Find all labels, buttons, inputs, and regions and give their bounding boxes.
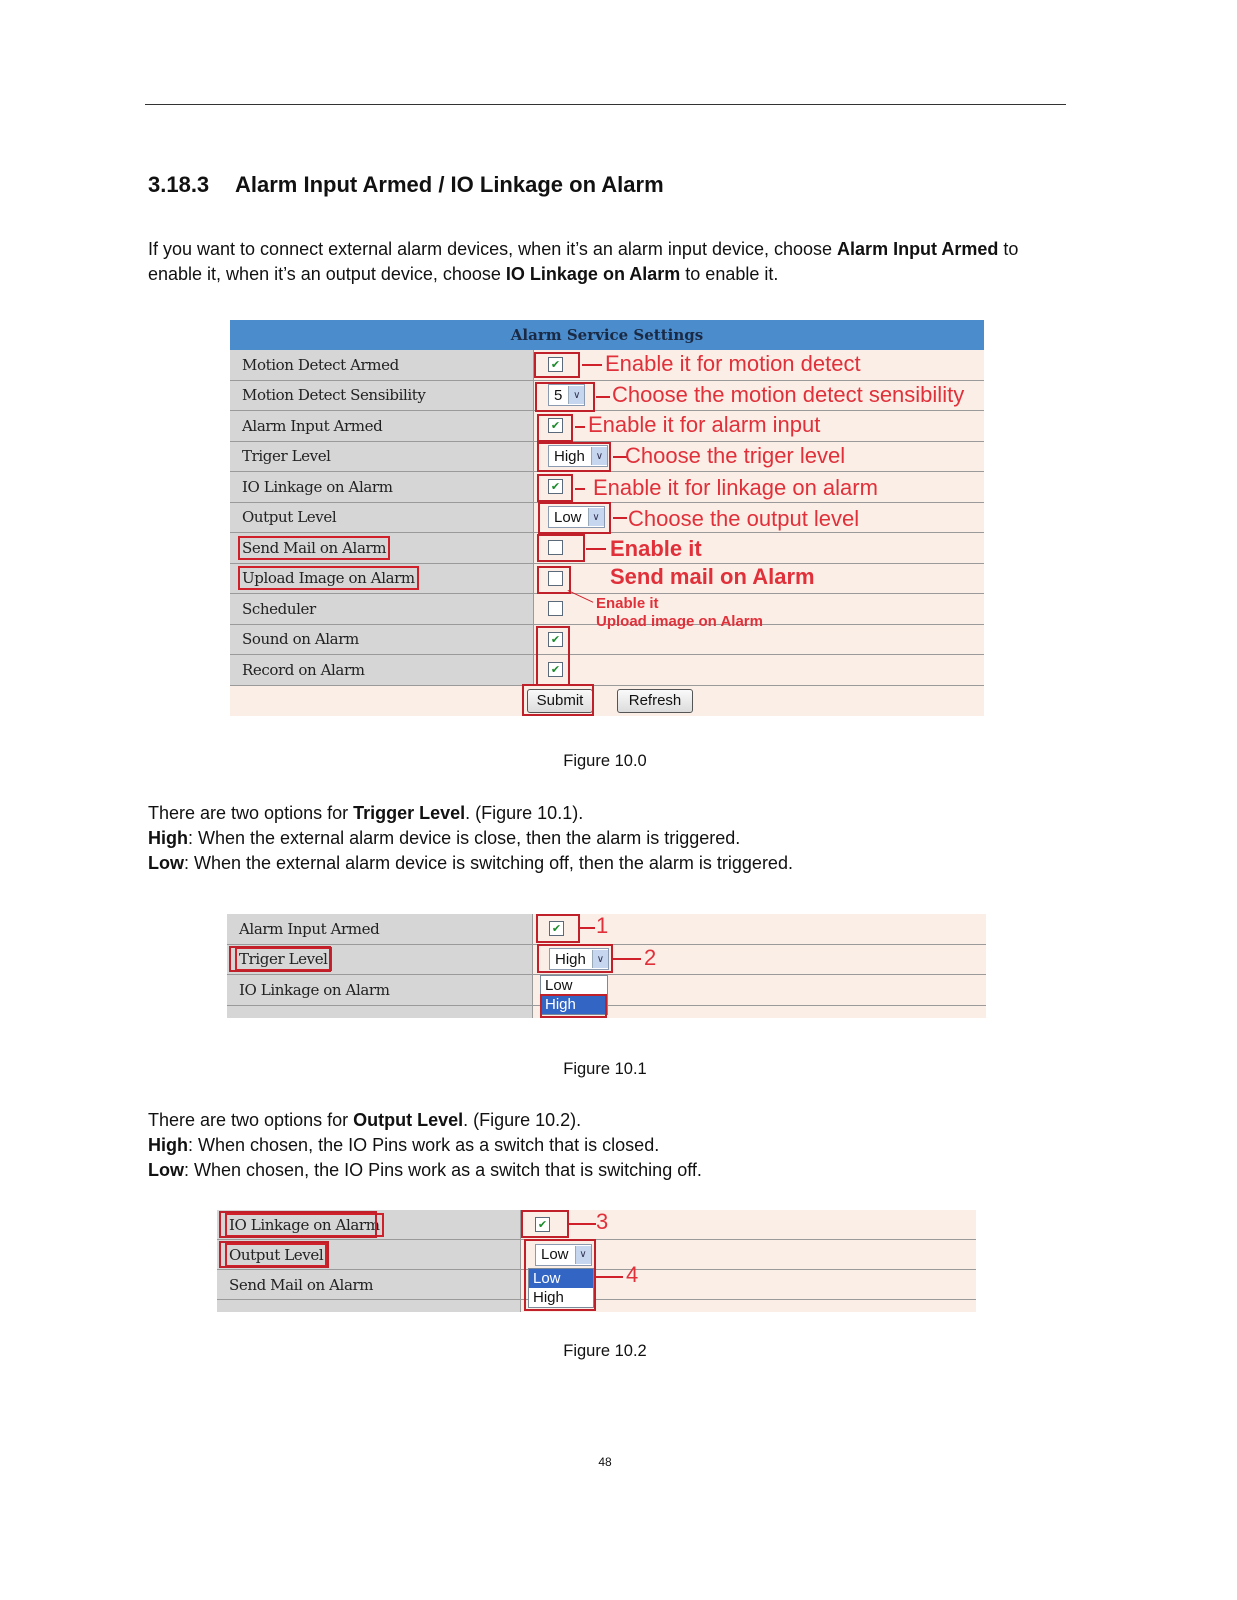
highlight-box — [534, 352, 580, 378]
trigger-line-1 — [148, 801, 583, 826]
callout-line — [569, 1223, 596, 1225]
row-label-text: Upload Image on Alarm — [242, 569, 415, 588]
chevron-down-icon: ∨ — [575, 1246, 591, 1264]
row-label — [230, 564, 534, 594]
checkbox[interactable] — [548, 601, 563, 616]
text: : When chosen, the IO Pins work as a switch that is closed. — [188, 1135, 660, 1155]
highlight-box — [537, 566, 571, 594]
annotation-text: Enable it for motion detect — [605, 351, 861, 376]
checkbox[interactable]: ✔ — [549, 921, 564, 936]
checkbox[interactable]: ✔ — [548, 662, 563, 677]
row-label-text: Motion Detect Sensibility — [242, 386, 426, 405]
bold-term: High — [148, 828, 188, 848]
submit-button[interactable]: Submit — [527, 689, 593, 713]
row-label-text: Send Mail on Alarm — [242, 538, 387, 557]
annotation-text: 3 — [596, 1210, 609, 1234]
chevron-down-icon: ∨ — [591, 447, 607, 465]
row-control — [548, 594, 563, 624]
bold-term: Low — [148, 853, 184, 873]
trigger-level-figure — [227, 914, 986, 1018]
settings-row — [230, 655, 984, 686]
chevron-down-icon: ∨ — [568, 386, 584, 404]
dropdown-option[interactable]: High — [533, 1289, 564, 1306]
text: : When the external alarm device is switching off, then the alarm is triggered. — [184, 853, 793, 873]
settings-row — [217, 1240, 976, 1270]
bold-term: Alarm Input Armed — [837, 239, 999, 259]
text: . (Figure 10.1). — [465, 803, 584, 823]
row-label-text: Send Mail on Alarm — [229, 1275, 374, 1294]
row-label — [217, 1300, 521, 1312]
figure-caption: Figure 10.2 — [563, 1342, 647, 1360]
annotation-text: Choose the triger level — [625, 443, 846, 468]
annotation-text: Enable it for alarm input — [588, 412, 821, 437]
row-label — [230, 350, 534, 380]
bold-term: IO Linkage on Alarm — [505, 264, 681, 284]
annotation-text: Enable it for linkage on alarm — [593, 475, 878, 500]
annotation-text: Enable it — [596, 595, 659, 612]
row-label — [227, 914, 533, 944]
highlight-box — [537, 944, 613, 973]
highlight-box — [521, 1210, 569, 1238]
select-value: High — [554, 447, 585, 465]
highlight-box — [537, 414, 573, 442]
highlight-box — [229, 946, 331, 972]
text: : When chosen, the IO Pins work as a switch that is switching off. — [184, 1160, 702, 1180]
highlight-box — [537, 474, 573, 502]
figure-caption: Figure 10.1 — [563, 1060, 647, 1078]
callout-line — [575, 488, 585, 490]
callout-line — [582, 364, 602, 366]
highlight-box — [537, 442, 611, 472]
bold-term: Trigger Level — [353, 803, 466, 823]
trigger-line-3 — [148, 851, 793, 876]
row-label-text: Motion Detect Armed — [242, 355, 399, 374]
output-line-1 — [148, 1108, 581, 1133]
highlight-box — [537, 534, 585, 562]
row-label — [230, 381, 534, 411]
annotation-text: 2 — [644, 945, 657, 970]
output-line-2 — [148, 1133, 659, 1158]
text: to enable it. — [680, 264, 779, 284]
settings-row — [217, 1270, 976, 1300]
row-label-text: Output Level — [242, 508, 337, 527]
text: . (Figure 10.2). — [463, 1110, 582, 1130]
annotation-text: Enable it — [610, 536, 702, 561]
figure-caption: Figure 10.0 — [563, 752, 647, 770]
settings-header: Alarm Service Settings — [230, 320, 984, 350]
dropdown-option[interactable]: Low — [545, 977, 573, 994]
callout-line — [580, 927, 595, 929]
text: If you want to connect external alarm devices, when it’s an alarm input device, choose — [148, 239, 838, 259]
text: : When the external alarm device is close, then the alarm is triggered. — [188, 828, 741, 848]
checkbox[interactable]: ✔ — [548, 479, 563, 494]
output-line-3 — [148, 1158, 702, 1183]
row-label-text: IO Linkage on Alarm — [242, 477, 393, 496]
text: to — [998, 239, 1019, 259]
callout-line — [596, 396, 610, 398]
settings-row-partial — [217, 1300, 976, 1312]
select-value: 5 — [554, 386, 563, 404]
row-label-text: IO Linkage on Alarm — [239, 980, 390, 999]
chevron-down-icon: ∨ — [592, 950, 608, 968]
text: There are two options for — [148, 1110, 354, 1130]
checkbox[interactable]: ✔ — [548, 357, 563, 372]
checkbox[interactable]: ✔ — [548, 418, 563, 433]
page-number: 48 — [598, 1455, 612, 1469]
intro-line-1 — [148, 237, 1018, 262]
highlight-box — [536, 914, 580, 943]
row-label-text: Triger Level — [242, 447, 331, 466]
row-label-text: Alarm Input Armed — [239, 919, 380, 938]
annotation-text: 4 — [626, 1262, 639, 1287]
bold-term: Low — [148, 1160, 184, 1180]
row-label — [217, 1270, 521, 1299]
select-value: High — [555, 950, 586, 968]
callout-line — [613, 517, 627, 519]
row-label — [230, 533, 534, 563]
highlight-box — [522, 684, 594, 716]
callout-line — [586, 548, 606, 550]
section-heading — [148, 172, 664, 198]
section-title: Alarm Input Armed / IO Linkage on Alarm — [235, 172, 664, 197]
row-label — [230, 472, 534, 502]
chevron-down-icon: ∨ — [588, 508, 604, 526]
annotation-text: Send mail on Alarm — [610, 564, 815, 589]
text: enable it, when it’s an output device, choose — [148, 264, 506, 284]
annotation-text: Upload image on Alarm — [596, 613, 763, 630]
callout-line — [613, 958, 641, 960]
dropdown-option[interactable]: Low — [529, 1269, 593, 1288]
row-label — [227, 1006, 533, 1019]
row-label-text: Record on Alarm — [242, 660, 365, 679]
highlight-box — [535, 382, 595, 412]
section-number: 3.18.3 — [148, 172, 210, 197]
highlight-box — [219, 1241, 329, 1268]
annotation-text: Choose the output level — [628, 506, 860, 531]
row-label-text: Scheduler — [242, 599, 316, 618]
callout-line — [575, 426, 585, 428]
text: There are two options for — [148, 803, 354, 823]
select-value: Low — [554, 508, 582, 526]
select-value: Low — [541, 1246, 569, 1263]
row-label-text: IO Linkage on Alarm — [229, 1215, 380, 1234]
annotation-text: 1 — [596, 914, 609, 938]
callout-line — [596, 1276, 623, 1278]
checkbox[interactable]: ✔ — [548, 632, 563, 647]
checkbox[interactable]: ✔ — [535, 1217, 550, 1232]
intro-line-2 — [148, 262, 778, 287]
trigger-line-2 — [148, 826, 740, 851]
highlight-box — [536, 626, 570, 686]
row-label-text: Output Level — [229, 1245, 324, 1264]
dropdown-option[interactable]: High — [541, 995, 607, 1014]
bold-term: High — [148, 1135, 188, 1155]
highlight-box — [538, 502, 611, 534]
settings-row — [230, 564, 984, 595]
row-label — [227, 975, 533, 1005]
row-label — [230, 625, 534, 655]
row-label — [230, 594, 534, 624]
row-label — [230, 503, 534, 533]
dropdown-options — [528, 1268, 594, 1308]
row-label — [230, 442, 534, 472]
alarm-service-settings-figure — [230, 320, 984, 716]
row-label — [230, 411, 534, 441]
output-level-figure — [217, 1210, 976, 1312]
refresh-button[interactable]: Refresh — [617, 689, 693, 713]
button-row — [230, 686, 984, 716]
settings-row — [230, 533, 984, 564]
highlight-box — [540, 994, 607, 1018]
row-label — [230, 655, 534, 685]
header-rule — [145, 104, 1066, 105]
annotation-text: Choose the motion detect sensibility — [612, 382, 965, 407]
row-label-text: Alarm Input Armed — [242, 416, 383, 435]
bold-term: Output Level — [353, 1110, 464, 1130]
highlight-box — [219, 1211, 377, 1238]
row-label-text: Triger Level — [239, 950, 328, 969]
row-label-text: Sound on Alarm — [242, 630, 359, 649]
